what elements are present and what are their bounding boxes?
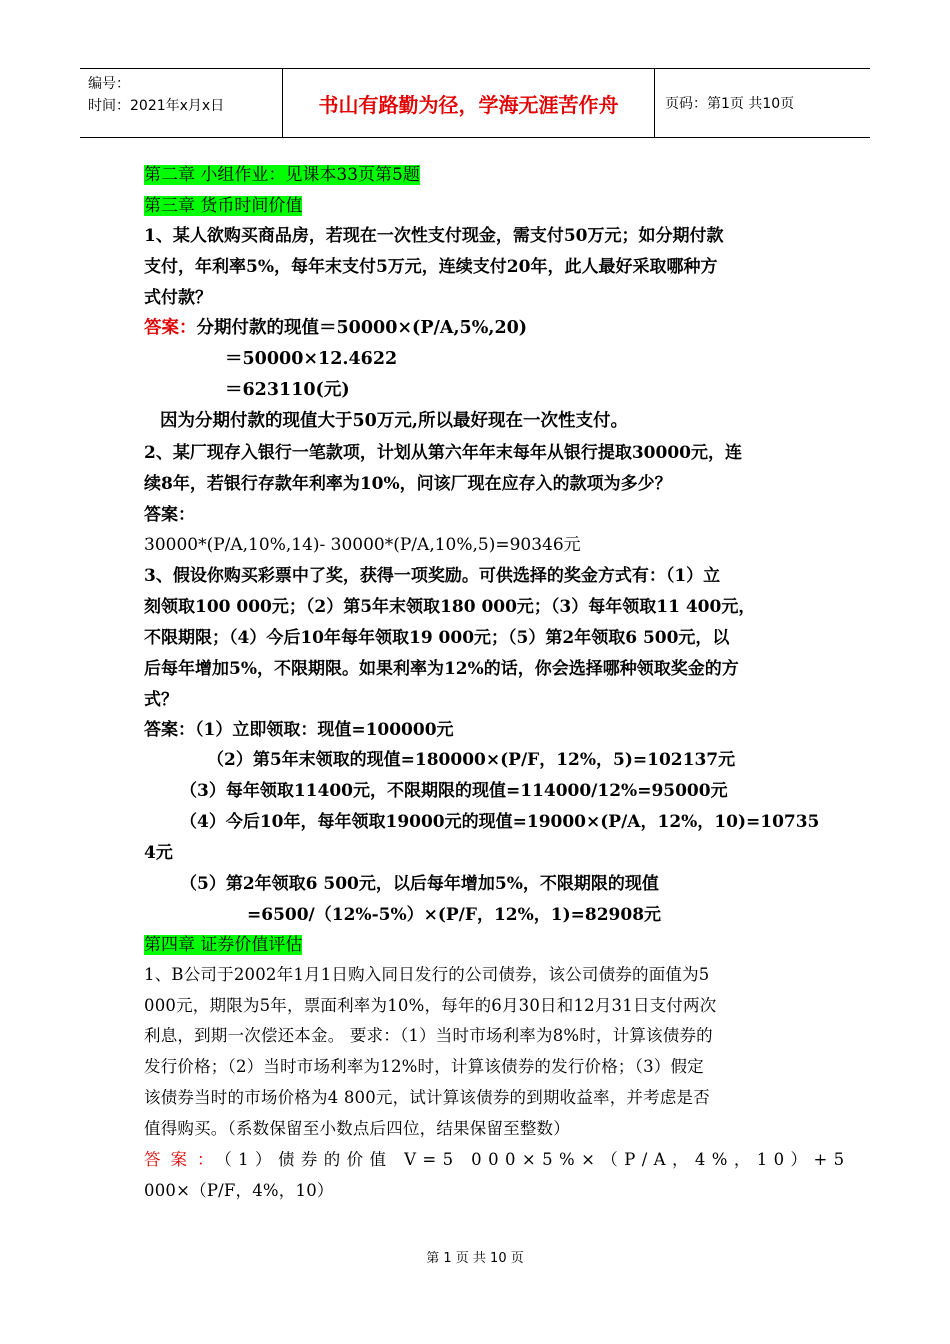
answer-line: （5）第2年领取6 500元，以后每年增加5%，不限期限的现值	[180, 874, 659, 894]
answer-line: 答案：分期付款的现值＝50000×(P/A,5%,20)	[144, 318, 528, 338]
question-line: 发行价格；（2）当时市场利率为12%时，计算该债券的发行价格；（3）假定	[144, 1057, 704, 1076]
document-header	[80, 68, 870, 138]
answer-label: 答案：	[144, 1150, 224, 1169]
answer-label: 答案：	[144, 318, 197, 338]
answer-line: =6500/（12%-5%）×(P/F，12%，1)=82908元	[247, 905, 662, 925]
answer-line: （4）今后10年，每年领取19000元的现值=19000×(P/A，12%，10)=10735	[180, 812, 820, 832]
chapter-4-title: 第四章 证券价值评估	[144, 935, 303, 955]
page-footer: 第 1 页 共 10 页	[426, 1251, 524, 1266]
question-line: 支付，年利率5%，每年末支付5万元，连续支付20年，此人最好采取哪种方	[144, 257, 718, 277]
answer-line: 答案：（1）债券的价值 V=5 000×5%×（P/A，4%，10）+5	[144, 1150, 851, 1169]
question-line: 利息，到期一次偿还本金。 要求：（1）当时市场利率为8%时，计算该债券的	[144, 1026, 713, 1045]
question-line: 3、假设你购买彩票中了奖，获得一项奖励。可供选择的奖金方式有：（1）立	[144, 566, 721, 586]
chapter-2-title: 第二章 小组作业：见课本33页第5题	[144, 165, 420, 185]
answer-label: 答案：	[144, 505, 195, 525]
question-line: 值得购买。（系数保留至小数点后四位，结果保留至整数）	[144, 1119, 570, 1138]
number-label: 编号：	[88, 76, 130, 92]
question-line: 1、某人欲购买商品房，若现在一次性支付现金，需支付50万元；如分期付款	[144, 226, 724, 246]
header-meta	[80, 69, 283, 137]
header-motto: 书山有路勤为径，学海无涯苦作舟	[283, 69, 655, 137]
chapter-3-title: 第三章 货币时间价值	[144, 196, 303, 216]
question-line: 续8年，若银行存款年利率为10%，问该厂现在应存入的款项为多少？	[144, 474, 672, 494]
question-line: 该债券当时的市场价格为4 800元，试计算该债券的到期收益率，并考虑是否	[144, 1088, 710, 1107]
question-line: 后每年增加5%，不限期限。如果利率为12%的话，你会选择哪种领取奖金的方	[144, 659, 739, 679]
question-line: 刻领取100 000元；（2）第5年末领取180 000元；（3）每年领取11 400元，	[144, 597, 756, 617]
answer-line: ＝623110(元)	[225, 380, 350, 400]
answer-line: 30000*(P/A,10%,14)- 30000*(P/A,10%,5)=90346元	[144, 535, 581, 555]
time-label: 时间：2021年x月x日	[88, 98, 225, 114]
answer-line: 因为分期付款的现值大于50万元,所以最好现在一次性支付。	[160, 411, 628, 431]
answer-line: （2）第5年末领取的现值=180000×(P/F，12%，5)=102137元	[207, 750, 736, 770]
answer-line: （3）每年领取11400元，不限期限的现值=114000/12%=95000元	[180, 781, 728, 801]
question-line: 000元，期限为5年，票面利率为10%，每年的6月30日和12月31日支付两次	[144, 996, 717, 1015]
answer-line: 4元	[144, 843, 173, 863]
header-page-info: 页码：第1页 共10页	[665, 96, 795, 112]
question-line: 不限期限；（4）今后10年每年领取19 000元；（5）第2年领取6 500元，以	[144, 628, 730, 648]
question-line: 式？	[144, 690, 178, 710]
question-line: 2、某厂现存入银行一笔款项，计划从第六年年末每年从银行提取30000元，连	[144, 443, 742, 463]
answer-line: ＝50000×12.4622	[225, 349, 398, 369]
answer-line: 答案：（1）立即领取：现值=100000元	[144, 720, 454, 740]
answer-line: 000×（P/F，4%，10）	[144, 1181, 334, 1200]
question-line: 1、B公司于2002年1月1日购入同日发行的公司债券，该公司债券的面值为5	[144, 965, 710, 984]
question-line: 式付款？	[144, 288, 212, 308]
